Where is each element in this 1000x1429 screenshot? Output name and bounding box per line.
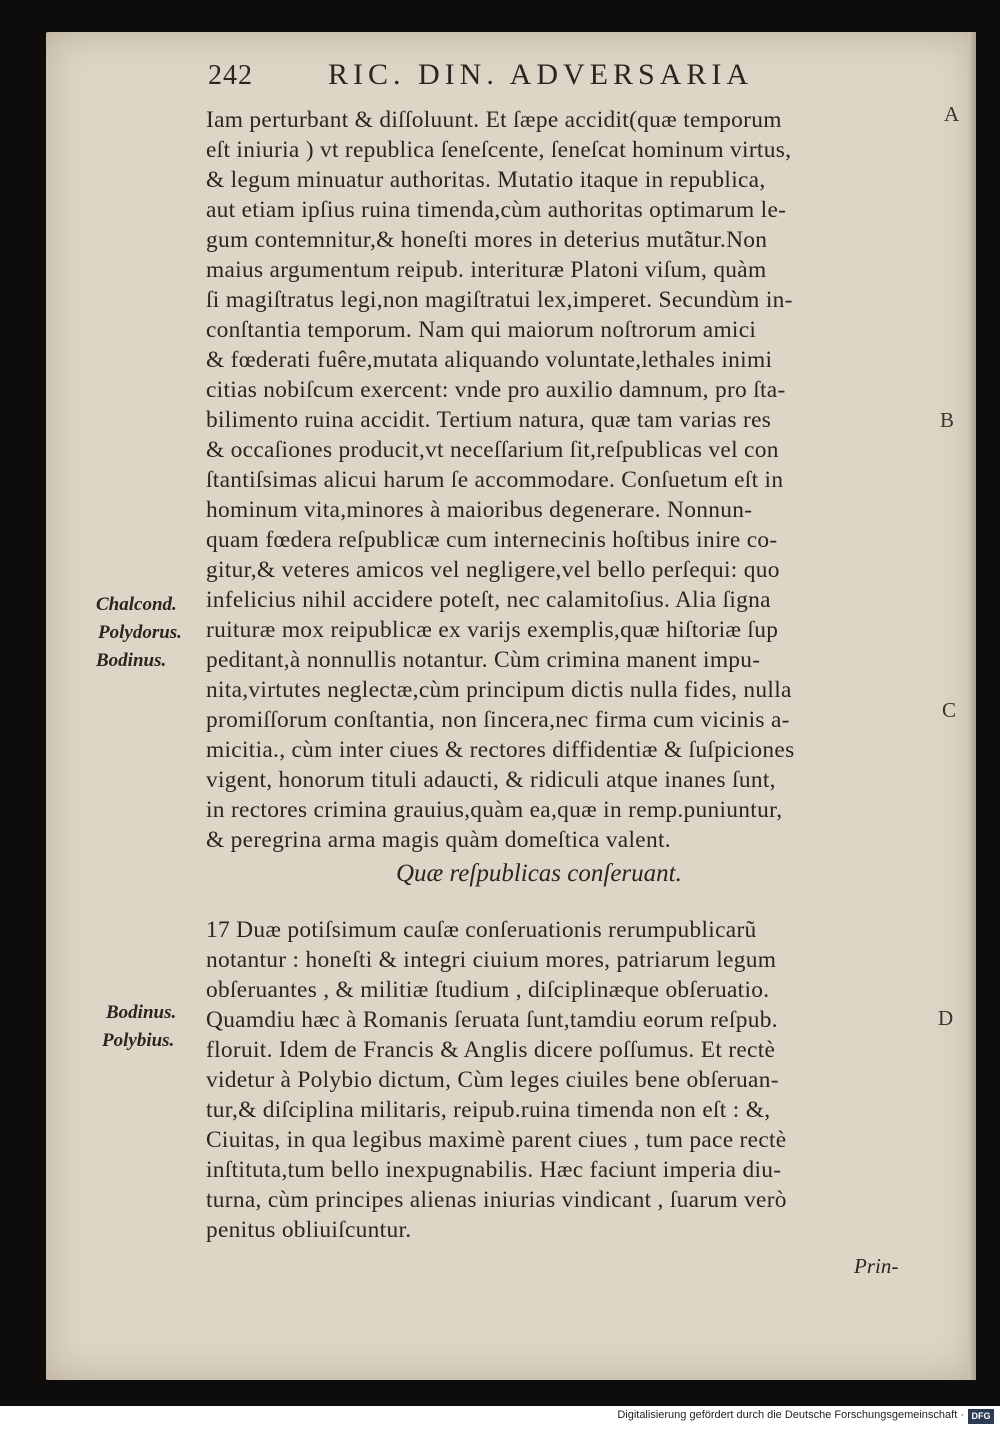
body-line: nita,virtutes neglectæ,cùm principum dictis nulla fides, nulla: [206, 677, 792, 703]
margin-marker: D: [938, 1006, 954, 1030]
body-line: turna, cùm principes alienas iniurias vindicant , ſuarum verò: [206, 1187, 787, 1213]
body-line: ſtantiſsimas alicui harum ſe accommodare. Conſuetum eſt in: [206, 467, 784, 493]
funding-text: Digitalisierung gefördert durch die Deutsche Forschungsgemeinschaft ·: [617, 1409, 964, 1421]
body-line: infelicius nihil accidere poteſt, nec calamitoſius. Alia ſigna: [206, 587, 771, 613]
catchword: Prin-: [854, 1254, 899, 1278]
body-line: penitus obliuiſcuntur.: [206, 1217, 412, 1243]
margin-marker: B: [940, 408, 955, 432]
dfg-logo-icon: DFG: [968, 1409, 994, 1424]
body-line: aut etiam ipſius ruina timenda,cùm authoritas optimarum le-: [206, 197, 787, 223]
body-line: micitia., cùm inter ciues & rectores diffidentiæ & ſuſpiciones: [206, 737, 795, 763]
body-line: ſi magiſtratus legi,non magiſtratui lex,imperet. Secundùm in-: [206, 287, 793, 313]
margin-note: Polybius.: [102, 1030, 175, 1051]
body-line: gum contemnitur,& honeſti mores in deterius mutãtur.Non: [206, 227, 768, 253]
margin-marker: A: [944, 102, 960, 126]
margin-note: Bodinus.: [106, 1002, 177, 1023]
body-line: vigent, honorum tituli adaucti, & ridiculi atque inanes ſunt,: [206, 767, 776, 793]
body-line: & peregrina arma magis quàm domeſtica valent.: [206, 827, 671, 853]
margin-note: Chalcond.: [96, 594, 177, 615]
margin-note: Polydorus.: [98, 622, 182, 643]
margin-marker: C: [942, 698, 957, 722]
body-line: Ciuitas, in qua legibus maximè parent ciues , tum pace rectè: [206, 1127, 787, 1153]
body-line: promiſſorum conſtantia, non ſincera,nec firma cum vicinis a-: [206, 707, 790, 733]
body-line: 17 Duæ potiſsimum cauſæ conſeruationis rerumpublicarũ: [206, 917, 757, 943]
page-number: 242: [208, 60, 253, 91]
body-line: Quamdiu hæc à Romanis ſeruata ſunt,tamdiu eorum reſpub.: [206, 1007, 778, 1033]
body-line: & fœderati fuêre,mutata aliquando voluntate,lethales inimi: [206, 347, 773, 373]
body-line: Iam perturbant & diſſoluunt. Et ſæpe accidit(quæ temporum: [206, 107, 782, 133]
body-line: & legum minuatur authoritas. Mutatio itaque in republica,: [206, 167, 766, 193]
body-line: inſtituta,tum bello inexpugnabilis. Hæc faciunt imperia diu-: [206, 1157, 782, 1183]
body-line: in rectores crimina grauius,quàm ea,quæ in remp.puniuntur,: [206, 797, 783, 823]
body-line: videtur à Polybio dictum, Cùm leges ciuiles bene obſeruan-: [206, 1067, 779, 1093]
book-page: [46, 32, 976, 1380]
body-line: notantur : honeſti & integri ciuium mores, patriarum legum: [206, 947, 777, 973]
body-line: eſt iniuria ) vt republica ſeneſcente, ſeneſcat hominum virtus,: [206, 137, 792, 163]
body-line: gitur,& veteres amicos vel negligere,vel bello perſequi: quo: [206, 557, 780, 583]
body-line: maius argumentum reipub. interituræ Platoni viſum, quàm: [206, 257, 767, 283]
page-edge: [968, 32, 976, 1380]
margin-note: Bodinus.: [96, 650, 167, 671]
running-head: RIC. DIN. ADVERSARIA: [328, 58, 754, 91]
body-line: tur,& diſciplina militaris, reipub.ruina timenda non eſt : &,: [206, 1097, 771, 1123]
body-line: conſtantia temporum. Nam qui maiorum noſtrorum amici: [206, 317, 757, 343]
body-line: quam fœdera reſpublicæ cum internecinis hoſtibus inire co-: [206, 527, 778, 553]
body-line: hominum vita,minores à maioribus degenerare. Nonnun-: [206, 497, 753, 523]
section-heading: Quæ reſpublicas conſeruant.: [396, 860, 682, 887]
footer-bar: [0, 1406, 1000, 1429]
body-line: obſeruantes , & militiæ ſtudium , diſciplinæque obſeruatio.: [206, 977, 770, 1003]
body-line: bilimento ruina accidit. Tertium natura, quæ tam varias res: [206, 407, 772, 433]
body-line: & occaſiones producit,vt neceſſarium ſit,reſpublicas vel con: [206, 437, 779, 463]
body-line: floruit. Idem de Francis & Anglis dicere poſſumus. Et rectè: [206, 1037, 776, 1063]
body-line: citias nobiſcum exercent: vnde pro auxilio damnum, pro ſta-: [206, 377, 786, 403]
body-line: peditant,à nonnullis notantur. Cùm crimina manent impu-: [206, 647, 761, 673]
body-line: ruituræ mox reipublicæ ex varijs exemplis,quæ hiſtoriæ ſup: [206, 617, 779, 643]
